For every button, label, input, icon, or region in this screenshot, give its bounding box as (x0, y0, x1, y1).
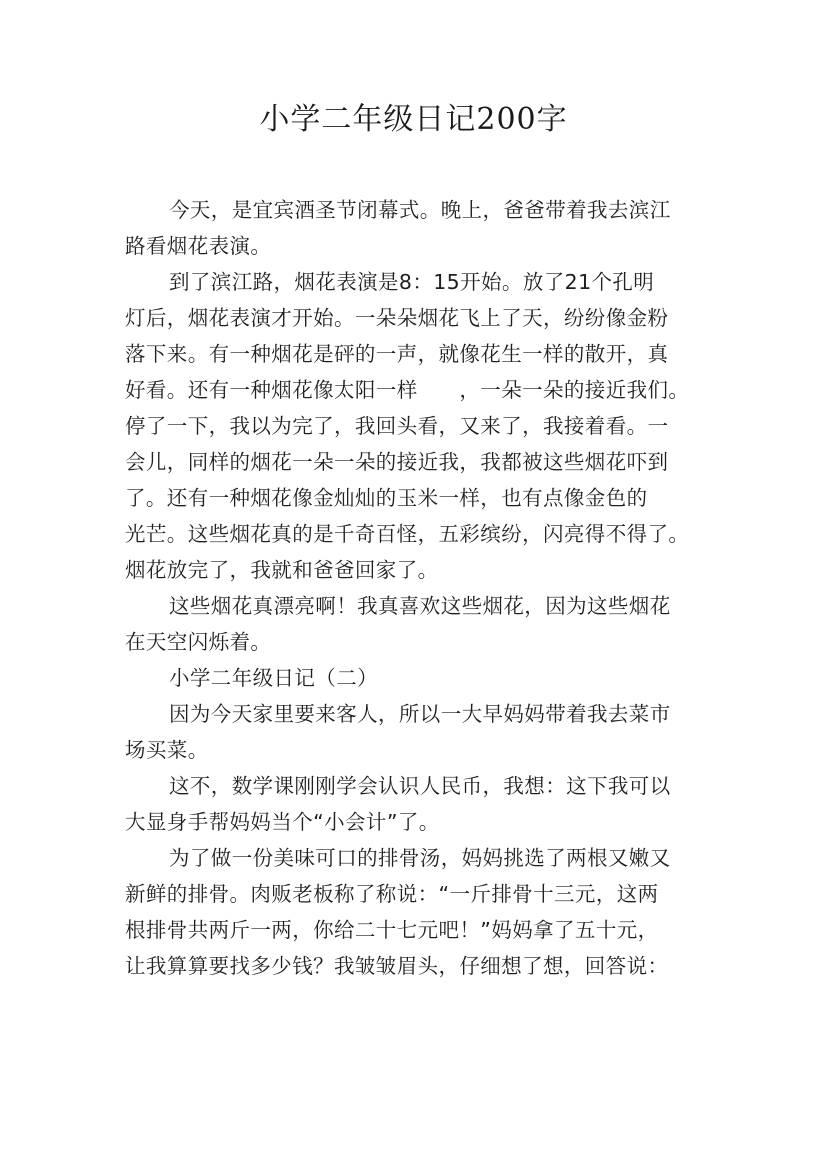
text-line: 落下来。有一种烟花是砰的一声，就像花生一样的散开，真 (125, 342, 669, 366)
text-line: 停了一下，我以为完了，我回头看，又来了，我接着看。一 (125, 414, 669, 438)
text-line: 根排骨共两斤一两，你给二十七元吧！”妈妈拿了五十元， (125, 918, 659, 942)
text-line: 到了滨江路，烟花表演是8：15开始。放了21个孔明 (169, 270, 655, 294)
text-line: 路看烟花表演。 (125, 234, 272, 258)
text-line: 灯后，烟花表演才开始。一朵朵烟花飞上了天，纷纷像金粉 (125, 306, 669, 330)
text-line: 让我算算要找多少钱？我皱皱眉头，仔细想了想，回答说： (125, 954, 669, 978)
text-line: 为了做一份美味可口的排骨汤，妈妈挑选了两根又嫩又 (169, 846, 671, 870)
text-line: 在天空闪烁着。 (125, 630, 272, 654)
text-line: 小学二年级日记（二） (169, 666, 378, 690)
text-line: 新鲜的排骨。肉贩老板称了称说：“一斤排骨十三元，这两 (125, 882, 659, 906)
text-line: 场买菜。 (125, 738, 209, 762)
text-line: 了。还有一种烟花像金灿灿的玉米一样，也有点像金色的 (125, 486, 648, 510)
text-line: 会儿，同样的烟花一朵一朵的接近我，我都被这些烟花吓到 (125, 450, 669, 474)
text-line: 这些烟花真漂亮啊！我真喜欢这些烟花，因为这些烟花 (169, 594, 671, 618)
text-line: 因为今天家里要来客人，所以一大早妈妈带着我去菜市 (169, 702, 671, 726)
text-line: 光芒。这些烟花真的是千奇百怪，五彩缤纷，闪亮得不得了。 (125, 522, 690, 546)
text-line: 今天，是宜宾酒圣节闭幕式。晚上，爸爸带着我去滨江 (169, 198, 671, 222)
document-title: 小学二年级日记200字 (259, 102, 568, 137)
text-line: 这不，数学课刚刚学会认识人民币，我想：这下我可以 (169, 774, 671, 798)
text-line: 好看。还有一种烟花像太阳一样 ，一朵一朵的接近我们。 (125, 378, 690, 402)
text-line: 大显身手帮妈妈当个“小会计”了。 (125, 810, 440, 834)
text-line: 烟花放完了，我就和爸爸回家了。 (125, 558, 439, 582)
document-body (125, 192, 725, 984)
